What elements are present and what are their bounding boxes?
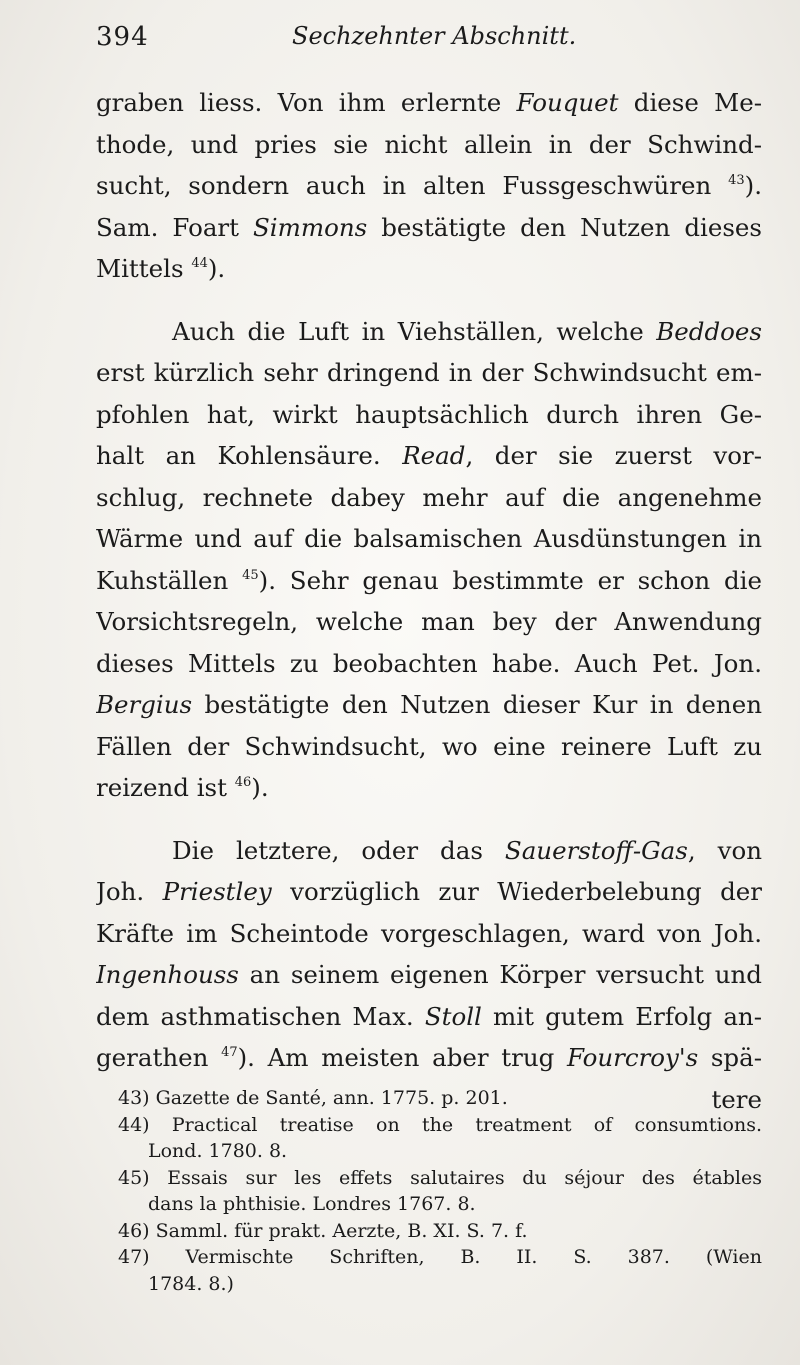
footnote-ref: 46 [234,775,252,790]
footnote-ref: 44 [191,256,208,271]
footnote-44: 44) Practical treatise on the treatment of consumtions. [118,1113,762,1136]
running-head: Sechzehnter Abschnitt. [292,22,577,50]
text-line: Ingenhouss an seinem eigenen Körper versucht und [96,960,762,989]
text-line: dieses Mittels zu beobachten habe. Auch Pet. Jon. [96,648,762,678]
footnote-45: 45) Essais sur les effets salutaires du séjour des étables [118,1166,762,1189]
footnote-ref: 45 [242,567,259,583]
text-line: Joh. Priestley vorzüglich zur Wiederbelebung der [96,877,762,906]
text-line: Kuhställen $^{45}$). Sehr genau bestimmte er schon die [96,565,762,595]
footnote-44-cont: Lond. 1780. 8. [148,1140,288,1162]
text-line: halt an Kohlensäure. Read, der sie zuerst vor- [96,441,762,470]
page-number: 394 [96,22,149,52]
text-line: sucht, sondern auch in alten Fussgeschwüren $^{43}$). [96,171,762,200]
text-line: Bergius bestätigte den Nutzen dieser Kur in denen [96,690,762,719]
text-line: reizend ist $^{46}$). [96,773,269,802]
text-line: dem asthmatischen Max. Stoll mit gutem Erfolg an- [96,1001,762,1031]
text-line: Fällen der Schwindsucht, wo eine reinere Luft zu [96,731,762,761]
footnote-46: 46) Samml. für prakt. Aerzte, B. XI. S. 7. f. [118,1219,528,1242]
text-line: Sam. Foart Simmons bestätigte den Nutzen dieses [96,212,762,242]
text-line: erst kürzlich sehr dringend in der Schwindsucht em- [96,358,762,387]
text-line: Mittels $^{44}$). [96,254,226,283]
footnotes [118,1085,762,1297]
text-line: gerathen $^{47}$). Am meisten aber trug Fourcroy's spä- [96,1043,762,1072]
text-line: thode, und pries sie nicht allein in der Schwind- [96,129,762,159]
text-line: Vorsichtsregeln, welche man bey der Anwendung [96,607,762,636]
text-line: Auch die Luft in Viehställen, welche Beddoes [172,316,762,346]
footnote-45-cont: dans la phthisie. Londres 1767. 8. [148,1193,476,1215]
footnote-47-cont: 1784. 8.) [148,1272,234,1295]
text-line: Die letztere, oder das Sauerstoff-Gas, von [172,835,762,865]
footnote-ref: 43 [728,173,745,188]
catchword: tere [711,1084,762,1114]
page-header [96,22,740,62]
footnote-47: 47) Vermischte Schriften, B. II. S. 387. (Wien [118,1246,762,1268]
text-line: Wärme und auf die balsamischen Ausdünstungen in [96,524,762,553]
text-line: graben liess. Von ihm erlernte Fouquet diese Me- [96,88,762,117]
footnote-43: 43) Gazette de Santé, ann. 1775. p. 201. [118,1087,508,1109]
main-text [96,82,762,1120]
text-line: schlug, rechnete dabey mehr auf die angenehme [96,482,762,512]
text-line: pfohlen hat, wirkt hauptsächlich durch ihren Ge- [96,399,762,429]
text-line: Kräfte im Scheintode vorgeschlagen, ward von Joh. [96,918,762,948]
footnote-ref: 47 [221,1045,238,1060]
